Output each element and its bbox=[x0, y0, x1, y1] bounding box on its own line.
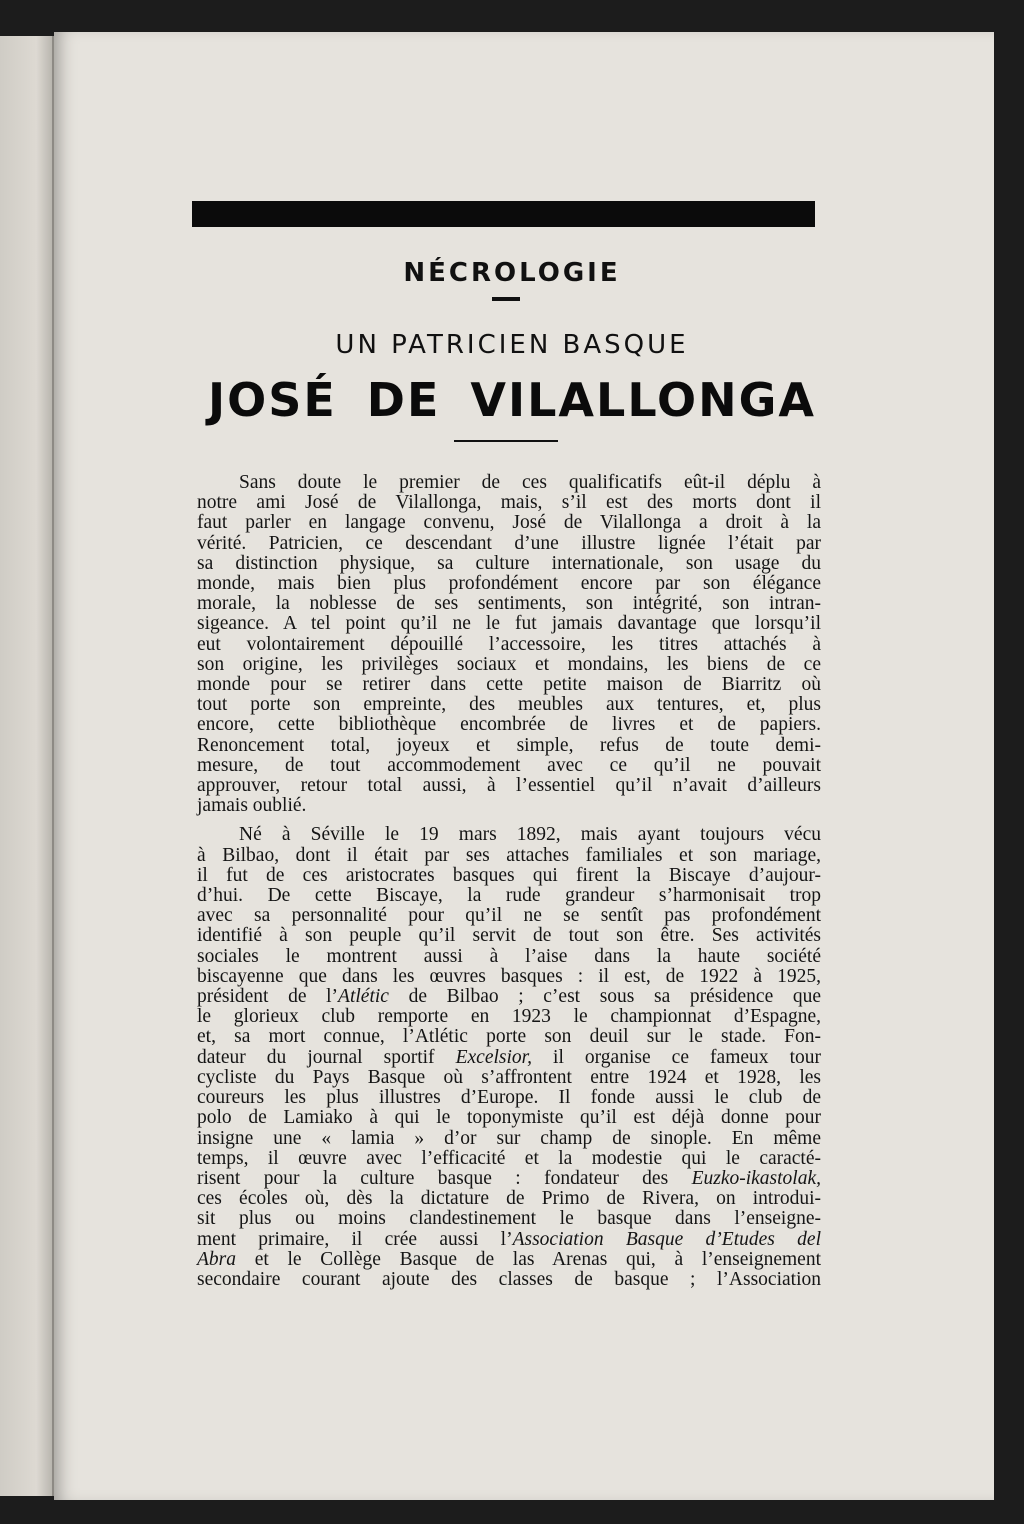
text-line: tout porte son empreinte, des meubles aux tentures, et, plus bbox=[197, 694, 821, 716]
italic-journal-name: Excelsior, bbox=[455, 1046, 532, 1068]
text-line: monde pour se retirer dans cette petite maison de Biarritz où bbox=[197, 674, 821, 696]
text-line bbox=[197, 987, 821, 1007]
text-line: Né à Séville le 19 mars 1892, mais ayant toujours vécu bbox=[239, 824, 821, 846]
text-segment: et le Collège Basque de las Arenas qui, à l’enseignement bbox=[236, 1248, 821, 1270]
text-line: ces écoles où, dès la dictature de Primo de Rivera, on introdui- bbox=[197, 1188, 821, 1210]
text-line: mesure, de tout accommodement avec ce qu’il ne pouvait bbox=[197, 754, 821, 776]
text-line: le glorieux club remporte en 1923 le championnat d’Espagne, bbox=[197, 1006, 821, 1028]
text-line: il fut de ces aristocrates basques qui firent la Biscaye d’aujour- bbox=[197, 864, 821, 886]
italic-school-name: Euzko-ikastolak, bbox=[691, 1167, 821, 1189]
text-line: polo de Lamiako à qui le toponymiste qu’il est déjà donne pour bbox=[197, 1107, 821, 1129]
text-line: encore, cette bibliothèque encombrée de livres et de papiers. bbox=[197, 714, 821, 736]
text-line: d’hui. De cette Biscaye, la rude grandeur s’harmonisait trop bbox=[197, 885, 821, 907]
text-line bbox=[197, 1169, 821, 1189]
text-segment: dateur du journal sportif bbox=[197, 1046, 456, 1068]
text-line: temps, il œuvre avec l’efficacité et la modestie qui le caracté- bbox=[197, 1147, 821, 1169]
text-line: avec sa personnalité pour qu’il ne se sentît pas profondément bbox=[197, 905, 821, 927]
text-line: sigeance. A tel point qu’il ne le fut jamais davantage que lorsqu’il bbox=[197, 613, 821, 635]
text-line: sa distinction physique, sa culture internationale, son usage du bbox=[197, 552, 821, 574]
left-page-edge bbox=[0, 36, 54, 1496]
text-line: jamais oublié. bbox=[197, 795, 307, 817]
text-line: sit plus ou moins clandestinement le basque dans l’enseigne- bbox=[197, 1208, 821, 1230]
text-line: monde, mais bien plus profondément encore par son élégance bbox=[197, 573, 821, 595]
text-line: à Bilbao, dont il était par ses attaches familiales et son mariage, bbox=[197, 844, 821, 866]
text-line: secondaire courant ajoute des classes de basque ; l’Association bbox=[197, 1268, 821, 1290]
section-heading: NÉCROLOGIE bbox=[403, 258, 621, 288]
paragraph-2 bbox=[197, 825, 821, 1290]
text-line: Renoncement total, joyeux et simple, refus de toute demi- bbox=[197, 734, 821, 756]
text-line: eut volontairement dépouillé l’accessoire, les titres attachés à bbox=[197, 633, 821, 655]
text-line: approuver, retour total aussi, à l’essentiel qu’il n’avait d’ailleurs bbox=[197, 775, 821, 797]
text-segment: il organise ce fameux tour bbox=[531, 1046, 821, 1068]
text-line: cycliste du Pays Basque où s’affrontent entre 1924 et 1928, les bbox=[197, 1066, 821, 1088]
italic-club-name: Atlétic bbox=[338, 986, 389, 1008]
article-title: JOSÉ DE VILALLONGA bbox=[208, 373, 816, 427]
text-line: notre ami José de Vilallonga, mais, s’il est des morts dont il bbox=[197, 492, 821, 514]
text-segment: président de l’ bbox=[197, 986, 339, 1008]
text-line bbox=[197, 1250, 821, 1270]
article-body bbox=[197, 473, 821, 1290]
text-segment: ment primaire, il crée aussi l’ bbox=[197, 1228, 513, 1250]
text-line: et, sa mort connue, l’Atlétic porte son deuil sur le stade. Fon- bbox=[197, 1026, 821, 1048]
text-line: coureurs les plus illustres d’Europe. Il fonde aussi le club de bbox=[197, 1087, 821, 1109]
text-line: faut parler en langage convenu, José de Vilallonga a droit à la bbox=[197, 512, 821, 534]
text-line: morale, la noblesse de ses sentiments, son intégrité, son intran- bbox=[197, 593, 821, 615]
text-line: sociales le montrent aussi à l’aise dans la haute société bbox=[197, 945, 821, 967]
text-segment: de Bilbao ; c’est sous sa présidence que bbox=[388, 986, 822, 1008]
article-subtitle: UN PATRICIEN BASQUE bbox=[335, 330, 689, 360]
text-line: insigne une « lamia » d’or sur champ de sinople. En même bbox=[197, 1127, 821, 1149]
heading-dash bbox=[492, 297, 520, 301]
title-underline-rule bbox=[454, 440, 558, 442]
text-line bbox=[197, 1048, 821, 1068]
text-line bbox=[197, 1230, 821, 1250]
italic-association-name: Abra bbox=[197, 1248, 236, 1270]
header-black-rule bbox=[192, 201, 815, 227]
text-line: vérité. Patricien, ce descendant d’une illustre lignée l’était par bbox=[197, 532, 821, 554]
text-line: son origine, les privilèges sociaux et mondains, les biens de ce bbox=[197, 653, 821, 675]
text-segment: risent pour la culture basque : fondateur des bbox=[197, 1167, 692, 1189]
text-line: biscayenne que dans les œuvres basques : il est, de 1922 à 1925, bbox=[197, 965, 821, 987]
paragraph-1 bbox=[197, 473, 821, 816]
text-line: Sans doute le premier de ces qualificatifs eût-il déplu à bbox=[239, 472, 821, 493]
text-line: identifié à son peuple qu’il servit de tout son être. Ses activités bbox=[197, 925, 821, 947]
italic-association-name: Association Basque d’Etudes del bbox=[512, 1228, 821, 1250]
